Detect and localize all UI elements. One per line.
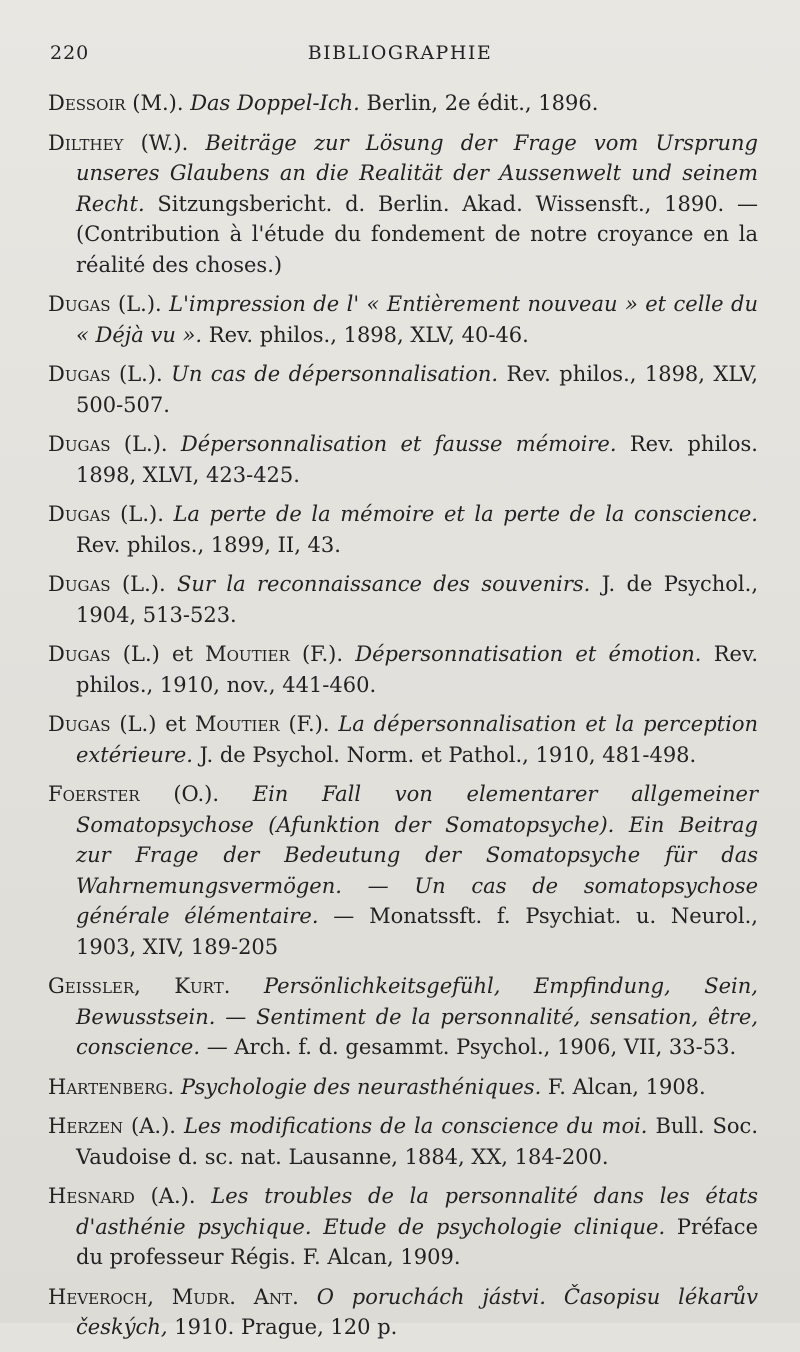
bibliography-entry — [48, 639, 758, 700]
entry-title: Les modifications de la conscience du moi. — [183, 1114, 648, 1138]
entry-initials: (L.). — [110, 572, 178, 596]
entry-title: L'impression de l' « Entièrement nouveau » et celle du « Déjà vu ». — [76, 292, 758, 347]
entry-publication: Rev. philos., 1910, nov., 441-460. — [76, 642, 758, 697]
entry-publication: Rev. philos., 1898, XLV, 40-46. — [202, 322, 529, 347]
entry-coauthor-initials: (F.). — [279, 712, 339, 736]
bibliography-entry — [48, 1072, 758, 1103]
bibliography-entry — [48, 1111, 758, 1172]
bibliography-entry — [48, 709, 758, 770]
entry-publication: J. de Psychol., 1904, 513-523. — [76, 572, 758, 627]
entry-coauthor: Kurt — [174, 974, 224, 998]
entry-author: Dugas — [48, 292, 111, 316]
entry-title: Psychologie des neurasthéniques. — [180, 1074, 542, 1099]
bibliography-entry — [48, 499, 758, 560]
entry-initials: (L.) et — [110, 642, 206, 666]
entry-initials: , — [134, 974, 175, 998]
entry-initials: (L.). — [110, 432, 181, 456]
bibliography-entry — [48, 1181, 758, 1273]
entry-initials: , — [147, 1284, 172, 1309]
bibliography-entry — [48, 1282, 758, 1343]
entry-initials: (A.). — [134, 1184, 212, 1208]
entry-initials: (O.). — [139, 782, 253, 806]
entry-publication: — Monatssft. f. Psychiat. u. Neurol., 1903, XIV, 189-205 — [76, 904, 758, 959]
entry-title: Dépersonnalisation et fausse mémoire. — [180, 432, 617, 456]
bibliography-entry — [48, 289, 758, 350]
bibliography-entry — [48, 779, 758, 962]
bibliography-entry — [48, 88, 758, 119]
entry-author: Dugas — [48, 572, 111, 596]
entry-author: Dugas — [48, 712, 111, 736]
entry-publication: F. Alcan, 1908. — [541, 1074, 706, 1099]
entry-author: Dugas — [48, 432, 111, 456]
bibliography-entry — [48, 569, 758, 630]
entry-initials: (L.). — [110, 502, 174, 526]
entry-coauthor: Moutier — [205, 642, 290, 666]
entry-initials: (L.) et — [110, 712, 195, 736]
entry-title: Das Doppel-Ich. — [190, 91, 360, 115]
entry-coauthor-initials: . — [223, 974, 264, 998]
entry-title: Sur la reconnaissance des souvenirs. — [177, 572, 591, 596]
entry-author: Heveroch — [48, 1284, 148, 1309]
entry-publication: Bull. Soc. Vaudoise d. sc. nat. Lausanne, 1884, XX, 184-200. — [76, 1114, 758, 1169]
bibliography-entry — [48, 429, 758, 490]
entry-initials: (M.). — [125, 91, 191, 115]
entry-publication: Rev. philos., 1899, II, 43. — [76, 532, 341, 557]
entry-title: O poruchách jástvi. Časopisu lékarův českých, — [76, 1284, 758, 1339]
entry-coauthor-initials: (F.). — [289, 642, 356, 666]
entry-publication: Rev. philos. 1898, XLVI, 423-425. — [76, 432, 758, 487]
entry-author: Dugas — [48, 362, 111, 386]
entry-author: Dugas — [48, 502, 111, 526]
entry-author: Herzen — [48, 1114, 124, 1138]
entry-publication: Préface du professeur Régis. F. Alcan, 1909. — [76, 1214, 758, 1269]
entry-coauthor-initials: . — [292, 1284, 317, 1309]
entry-title: Beiträge zur Lösung der Frage vom Ursprung unseres Glaubens an die Realität der Aussenwelt und seinem Recht. — [76, 130, 758, 216]
entry-title: La perte de la mémoire et la perte de la conscience. — [173, 502, 758, 526]
entry-author: Dilthey — [48, 130, 124, 155]
entry-author: Dessoir — [48, 91, 126, 115]
entry-initials: (W.). — [123, 130, 206, 155]
entry-publication: Sitzungsbericht. d. Berlin. Akad. Wissensft., 1890. — (Contribution à l'étude du fondement de notre croyance en la réalité des choses.) — [76, 191, 758, 277]
bibliography-list — [48, 88, 758, 1352]
entry-publication: Berlin, 2e édit., 1896. — [359, 91, 599, 115]
entry-title: Ein Fall von elementarer allgemeiner Somatopsychose (Afunktion der Somatopsyche). Ein Beitrag zur Frage der Bedeutung der Somatopsyche für das Wahrnemungsvermögen. — Un cas de somatopsychose générale élémentaire. — [76, 782, 758, 928]
entry-title: La dépersonnalisation et la perception extérieure. — [76, 712, 758, 767]
entry-author: Hesnard — [48, 1184, 135, 1208]
running-title: BIBLIOGRAPHIE — [307, 42, 493, 64]
entry-author: Foerster — [48, 782, 140, 806]
entry-publication: 1910. Prague, 120 p. — [167, 1315, 398, 1339]
entry-title: Les troubles de la personnalité dans les états d'asthénie psychique. Etude de psychologie clinique. — [76, 1184, 758, 1239]
entry-title: Un cas de dépersonnalisation. — [171, 362, 499, 386]
entry-author: Hartenberg — [48, 1074, 168, 1099]
page-number: 220 — [50, 42, 90, 64]
entry-initials: (A.). — [123, 1114, 184, 1138]
entry-author: Dugas — [48, 642, 111, 666]
entry-initials: . — [167, 1074, 181, 1099]
entry-title: Persönlichkeitsgefühl, Empfindung, Sein, Bewusstsein. — Sentiment de la personnalité, sensation, être, conscience. — [76, 974, 758, 1059]
entry-publication: Rev. philos., 1898, XLV, 500-507. — [76, 362, 758, 417]
entry-coauthor: Mudr. Ant — [171, 1284, 293, 1309]
entry-author: Geissler — [48, 974, 135, 998]
page-header — [46, 42, 754, 72]
entry-initials: (L.). — [110, 362, 172, 386]
bibliography-entry — [48, 971, 758, 1063]
bibliography-entry — [48, 128, 758, 281]
bibliography-entry — [48, 359, 758, 420]
entry-title: Dépersonnatisation et émotion. — [355, 642, 702, 666]
entry-publication: J. de Psychol. Norm. et Pathol., 1910, 481-498. — [193, 742, 697, 767]
entry-publication: — Arch. f. d. gesammt. Psychol., 1906, VII, 33-53. — [200, 1035, 737, 1059]
entry-initials: (L.). — [110, 292, 170, 316]
entry-coauthor: Moutier — [195, 712, 280, 736]
